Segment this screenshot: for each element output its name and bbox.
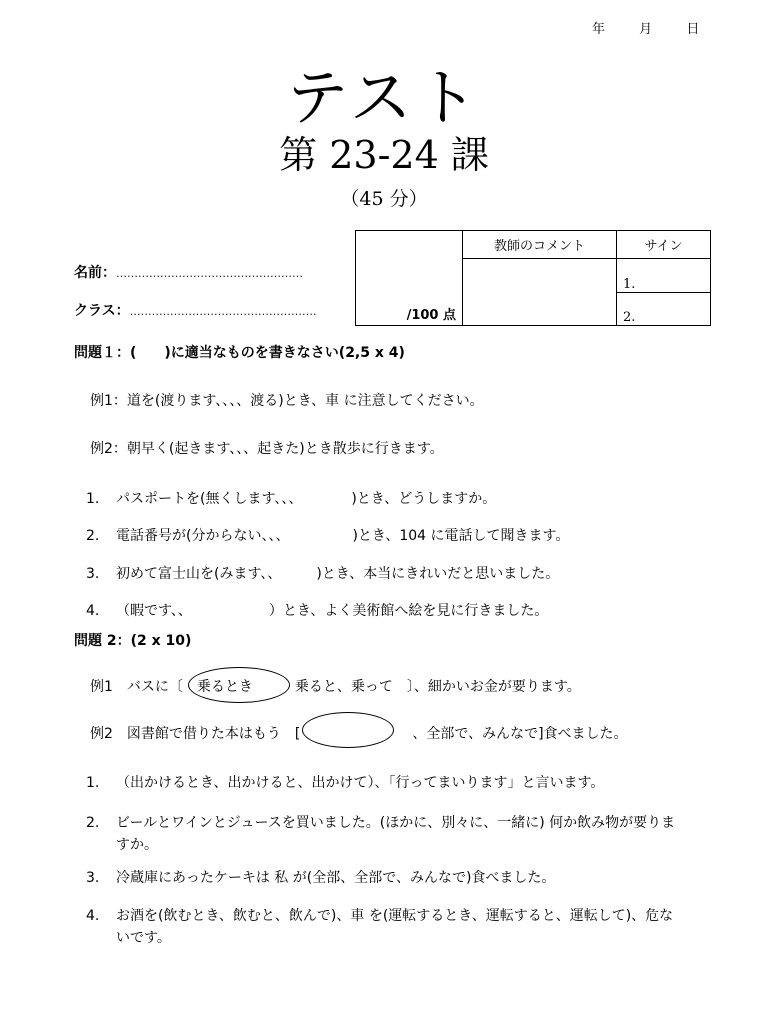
sign-header: サイン: [617, 231, 711, 259]
sign-2[interactable]: 2.: [617, 293, 711, 326]
question-text: （出かけるとき、出かけると、出かけて）、「行ってまいります」と言います。: [116, 775, 605, 791]
year-label: 年: [592, 22, 606, 37]
score-cell[interactable]: [356, 231, 463, 326]
question-number: 3.: [86, 566, 100, 582]
sign-1[interactable]: 1.: [617, 259, 711, 293]
question-text: パスポートを(無くします、、、 )とき、どうしますか。: [116, 491, 497, 507]
class-field[interactable]: [74, 300, 317, 320]
question-number: 3.: [86, 870, 100, 886]
lesson-subtitle: 第 23-24 課: [279, 133, 489, 177]
section2-example-2: 例2 図書館で借りた本はもう [ 、全部で、みんなで]食べました。: [90, 726, 628, 742]
section1-question-3: [86, 563, 559, 583]
question-text: お酒を(飲むとき、飲むと、飲んで)、車 を(運転するとき、運転すると、運転して)、危な: [116, 908, 674, 924]
answer-ellipse-2[interactable]: [302, 712, 394, 748]
section2-question-4: [86, 905, 673, 925]
question-text: 初めて富士山を(みます、、 )とき、本当にきれいだと思いました。: [116, 566, 560, 582]
answer-ellipse-1: [188, 667, 290, 703]
section1-example-1: 例1：道を(渡ります、、、、渡る)とき、車 に注意してください。: [90, 393, 484, 409]
day-label: 日: [686, 22, 700, 37]
question-number: 2.: [86, 528, 100, 544]
page-title: テスト: [286, 61, 482, 134]
section1-question-4: [86, 600, 548, 620]
class-dots: ……………………………………………: [129, 305, 317, 318]
name-dots: ……………………………………………: [116, 267, 303, 280]
section2-example-1: 例1 バスに〔 乗るとき 乗ると、乗って 〕、細かいお金が要ります。: [90, 679, 581, 695]
question-number: 4.: [86, 603, 100, 619]
section2-question-1: [86, 772, 604, 792]
section2-question-2: [86, 812, 675, 832]
question-number: 1.: [86, 491, 100, 507]
section1-question-1: [86, 488, 496, 508]
question-number: 4.: [86, 908, 100, 924]
question-text: 冷蔵庫にあったケーキは 私 が(全部、全部で、みんなで)食べました。: [116, 870, 556, 886]
question-number: 2.: [86, 815, 100, 831]
comment-cell[interactable]: [463, 259, 617, 326]
name-label: 名前：: [74, 265, 116, 281]
question-text: （暇です、、 ）とき、よく美術館へ絵を見に行きました。: [116, 603, 549, 619]
section2-question-3: [86, 867, 555, 887]
comment-header: 教師のコメント: [463, 231, 617, 259]
question-text: 電話番号が(分からない、、、 )とき、104 に電話して聞きます。: [116, 528, 570, 544]
section2-question-2-cont: すか。: [116, 837, 158, 853]
score-table: [355, 230, 711, 326]
class-label: クラス：: [74, 303, 130, 319]
month-label: 月: [639, 22, 653, 37]
section1-question-2: [86, 525, 569, 545]
section2-question-4-cont: いです。: [116, 930, 171, 946]
question-number: 1.: [86, 775, 100, 791]
date-line: [592, 18, 729, 37]
section2-title: 問題 2：(2 x 10): [74, 633, 192, 649]
section1-title: 問題１：( )に適当なものを書きなさい(2,5 x 4): [74, 345, 405, 361]
question-text: ビールとワインとジュースを買いました。(ほかに、別々に、一緒に) 何か飲み物が要りま: [116, 815, 676, 831]
name-field[interactable]: [74, 262, 303, 282]
score-label: /100 点: [406, 308, 456, 323]
duration-label: （45 分）: [340, 188, 428, 210]
section1-example-2: 例2：朝早く(起きます、、、起きた)とき散歩に行きます。: [90, 441, 444, 457]
